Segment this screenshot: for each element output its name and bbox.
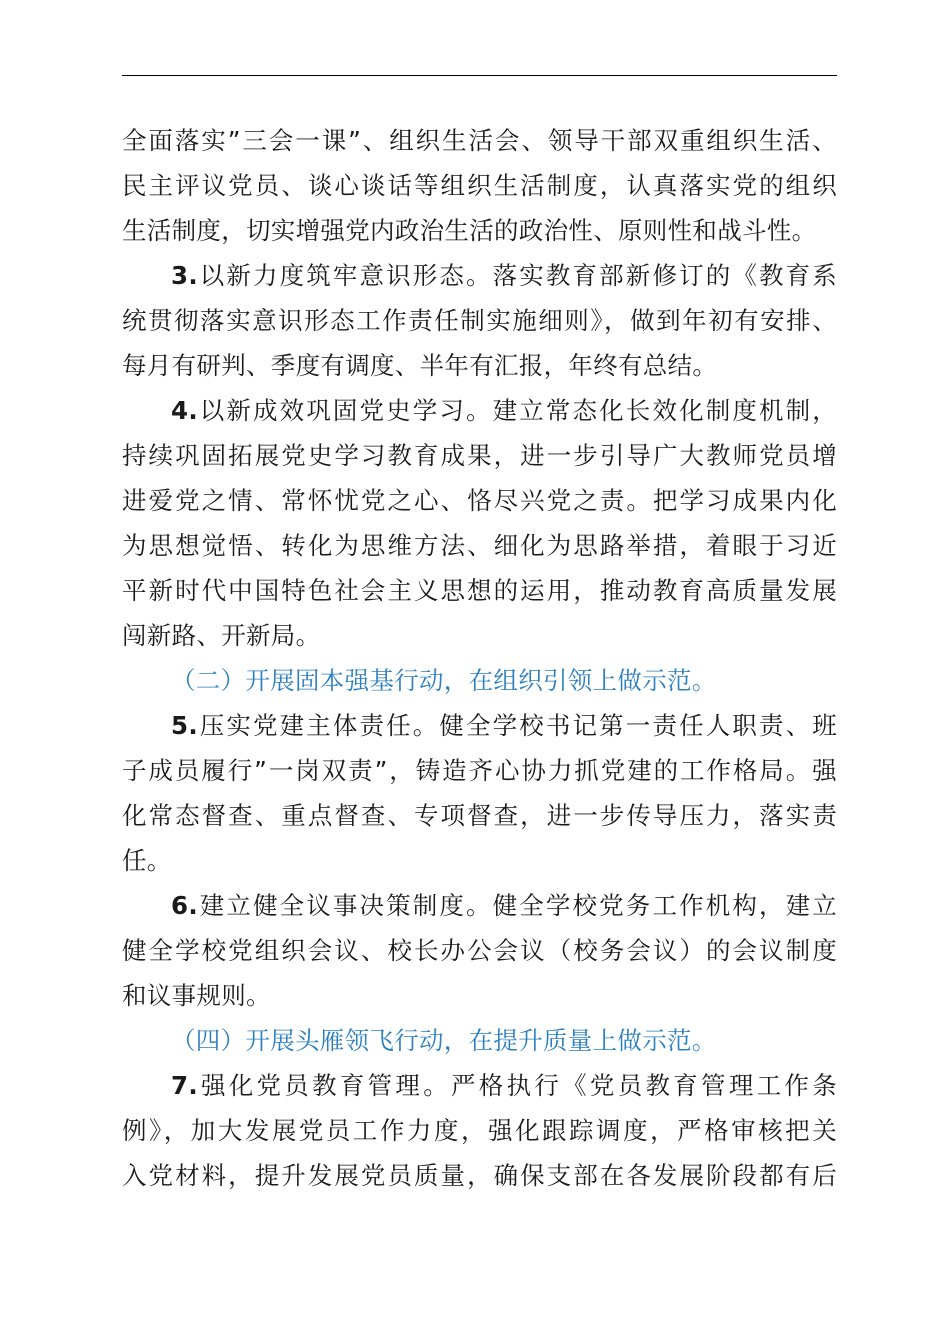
text-line: 生活制度，切实增强党内政治生活的政治性、原则性和战斗性。 (122, 216, 817, 245)
header-rule (122, 75, 837, 76)
text-line: 和议事规则。 (122, 981, 271, 1010)
text-line: 民主评议党员、谈心谈话等组织生活制度，认真落实党的组织 (122, 171, 837, 200)
item-number: 7. (171, 1071, 198, 1100)
section-heading-4 (122, 1018, 837, 1063)
text-line: 平新时代中国特色社会主义思想的运用，推动教育高质量发展 (122, 576, 837, 605)
text-line: 为思想觉悟、转化为思维方法、细化为思路举措，着眼于习近 (122, 531, 837, 560)
paragraph-item-4 (122, 388, 837, 658)
item-number: 5. (171, 711, 198, 740)
text-line (122, 388, 837, 433)
text-line (122, 253, 837, 298)
text-segment: 以新成效巩固党史学习。建立常态化长效化制度机制， (197, 396, 837, 425)
paragraph-item-6 (122, 883, 837, 1018)
item-number: 6. (171, 891, 198, 920)
text-line: 例》，加大发展党员工作力度，强化跟踪调度，严格审核把关 (122, 1116, 837, 1145)
text-line: 持续巩固拓展党史学习教育成果，进一步引导广大教师党员增 (122, 441, 837, 470)
text-line (122, 1063, 837, 1108)
text-segment: 强化党员教育管理。严格执行《党员教育管理工作条 (197, 1071, 837, 1100)
paragraph-organization-life (122, 118, 837, 253)
item-number: 4. (171, 396, 198, 425)
document-body (122, 118, 837, 1198)
paragraph-item-5 (122, 703, 837, 883)
text-line: 入党材料，提升发展党员质量，确保支部在各发展阶段都有后 (122, 1161, 837, 1190)
text-line (122, 883, 837, 928)
paragraph-item-7 (122, 1063, 837, 1198)
text-segment: 建立健全议事决策制度。健全学校党务工作机构，建立 (197, 891, 837, 920)
heading-text: （二）开展固本强基行动，在组织引领上做示范。 (171, 666, 717, 695)
text-line: 闯新路、开新局。 (122, 621, 321, 650)
paragraph-item-3 (122, 253, 837, 388)
text-segment: 以新力度筑牢意识形态。落实教育部新修订的《教育系 (197, 261, 837, 290)
text-line: 化常态督查、重点督查、专项督查，进一步传导压力，落实责 (122, 801, 837, 830)
section-heading-2 (122, 658, 837, 703)
text-line: 全面落实”三会一课”、组织生活会、领导干部双重组织生活、 (122, 126, 837, 155)
item-number: 3. (171, 261, 198, 290)
text-line: 每月有研判、季度有调度、半年有汇报，年终有总结。 (122, 351, 718, 380)
text-line: 健全学校党组织会议、校长办公会议（校务会议）的会议制度 (122, 936, 837, 965)
text-segment: 压实党建主体责任。健全学校书记第一责任人职责、班 (197, 711, 837, 740)
text-line: 任。 (122, 846, 172, 875)
text-line: 子成员履行”一岗双责”，铸造齐心协力抓党建的工作格局。强 (122, 756, 837, 785)
text-line: 进爱党之情、常怀忧党之心、恪尽兴党之责。把学习成果内化 (122, 486, 837, 515)
text-line (122, 703, 837, 748)
text-line: 统贯彻落实意识形态工作责任制实施细则》，做到年初有安排、 (122, 306, 837, 335)
heading-text: （四）开展头雁领飞行动，在提升质量上做示范。 (171, 1026, 717, 1055)
